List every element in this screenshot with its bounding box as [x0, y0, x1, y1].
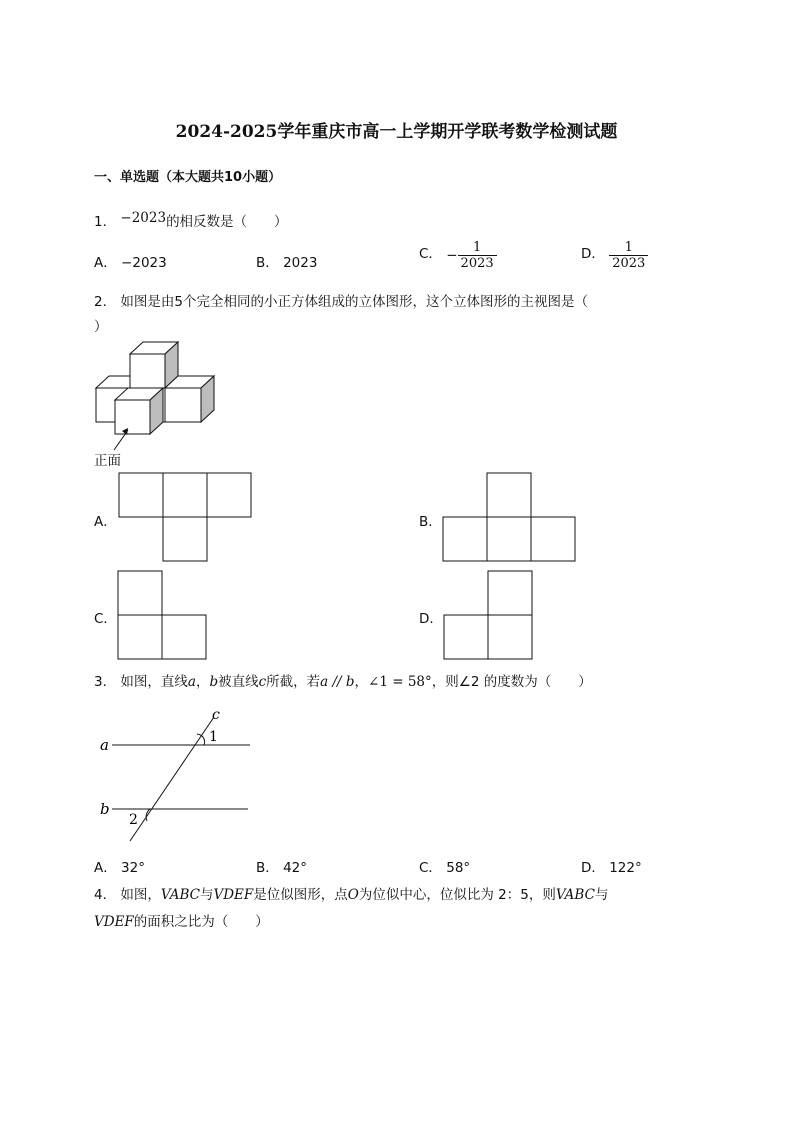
angle-1-label: 1: [209, 729, 218, 745]
parallel-lines-figure: [94, 705, 254, 845]
line-b-label: b: [100, 800, 110, 818]
parallel-expression: a // b: [320, 674, 355, 690]
front-label: 正面: [94, 453, 121, 469]
triangle-abc: VABC: [555, 887, 595, 903]
line-a-label: a: [100, 736, 109, 754]
question-stem: 是位似图形，点: [253, 887, 348, 903]
section-heading: 一、单选题（本大题共10小题）: [94, 170, 282, 185]
question-expression: −2023: [120, 210, 167, 226]
question-number: 3．: [94, 674, 117, 690]
question-1: [94, 210, 288, 230]
fraction-numerator: 1: [472, 240, 482, 255]
option-value: −2023: [121, 255, 167, 271]
question-stem: 被直线: [218, 674, 259, 690]
option-a[interactable]: A．: [94, 514, 117, 530]
question-stem: 与: [594, 887, 609, 903]
option-d-figure: [443, 570, 535, 660]
fraction-numerator: 1: [624, 240, 633, 255]
triangle-def: VDEF: [94, 914, 134, 930]
fraction: [458, 240, 497, 271]
fraction: [609, 240, 648, 271]
question-2: [94, 290, 588, 310]
option-d[interactable]: [581, 856, 642, 876]
variable-b: b: [209, 674, 219, 690]
option-value: 2023: [283, 255, 318, 271]
question-number: 1．: [94, 214, 117, 230]
option-label: B．: [256, 255, 279, 271]
option-value: 122°: [609, 860, 642, 876]
question-4-continued: [94, 910, 269, 930]
option-d[interactable]: D．: [419, 611, 443, 627]
option-c[interactable]: [419, 856, 470, 876]
line-c-label: c: [212, 707, 220, 723]
variable-c: c: [258, 674, 267, 690]
angle-expression: ∠1 = 58°: [368, 674, 432, 690]
angle-2-label: 2: [129, 812, 138, 828]
variable-a: a: [187, 674, 196, 690]
question-stem: 如图，直线: [120, 674, 188, 690]
option-b[interactable]: [256, 251, 317, 271]
question-stem: 的相反数是（ ）: [166, 214, 288, 230]
question-3: [94, 670, 592, 690]
option-label: C．: [419, 860, 442, 876]
option-label: C．: [419, 245, 442, 262]
option-label: A．: [94, 255, 117, 271]
question-stem: 如图是由5个完全相同的小正方体组成的立体图形，这个立体图形的主视图是（: [120, 294, 588, 310]
triangle-abc: VABC: [160, 887, 200, 903]
option-b[interactable]: [256, 856, 307, 876]
question-number: 2．: [94, 294, 117, 310]
separator: ，: [354, 674, 369, 690]
option-a[interactable]: [94, 251, 167, 271]
question-stem-continued: ）: [94, 319, 108, 335]
question-4: [94, 883, 608, 903]
cube-figure: [90, 338, 230, 450]
option-a[interactable]: [94, 856, 145, 876]
question-stem: 为位似中心，位似比为 2：5，则: [358, 887, 556, 903]
separator: ，: [195, 674, 210, 690]
question-number: 4．: [94, 887, 117, 903]
option-value: 32°: [121, 860, 145, 876]
option-label: A．: [94, 860, 117, 876]
question-stem: ，则∠2 的度数为（ ）: [431, 674, 592, 690]
option-label: D．: [581, 860, 605, 876]
option-a-figure: [118, 472, 253, 562]
option-c[interactable]: C．: [94, 611, 117, 627]
triangle-def: VDEF: [213, 887, 254, 903]
question-stem: 所截，若: [266, 674, 321, 690]
option-label: D．: [581, 245, 605, 262]
fraction-denominator: 2023: [458, 255, 497, 271]
page-title: 2024-2025学年重庆市高一上学期开学联考数学检测试题: [175, 122, 618, 142]
option-b-figure: [442, 472, 577, 562]
point-o: O: [347, 887, 359, 903]
option-c[interactable]: [419, 240, 497, 271]
question-stem: 的面积之比为（ ）: [133, 914, 269, 930]
option-b[interactable]: B．: [419, 514, 442, 530]
question-stem: 如图，: [120, 887, 161, 903]
option-value: 58°: [446, 860, 471, 876]
option-value: 42°: [283, 860, 307, 876]
question-stem: 与: [199, 887, 214, 903]
option-c-figure: [117, 570, 209, 660]
option-d[interactable]: [581, 240, 648, 271]
option-sign: −: [446, 247, 458, 264]
fraction-denominator: 2023: [609, 255, 648, 271]
option-label: B．: [256, 860, 279, 876]
